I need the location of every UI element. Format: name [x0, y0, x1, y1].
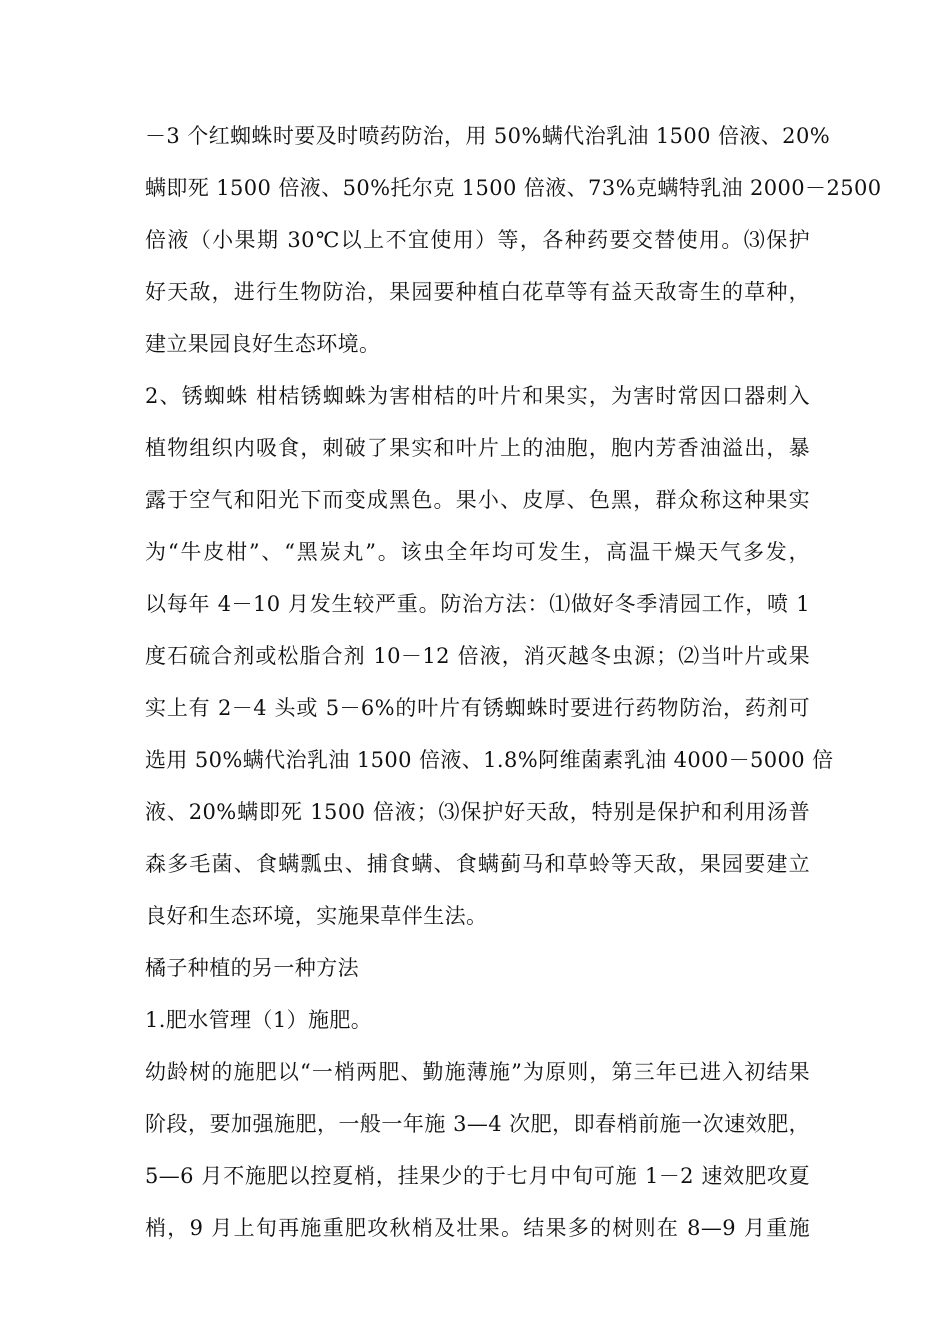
text-line: 建立果园良好生态环境。: [145, 332, 381, 356]
text-line: 露于空气和阳光下而变成黑色。果小、皮厚、色黑，群众称这种果实: [145, 488, 810, 512]
text-line: 梢，9 月上旬再施重肥攻秋梢及壮果。结果多的树则在 8—9 月重施: [145, 1216, 810, 1240]
text-line: 为“牛皮柑”、“黑炭丸”。该虫全年均可发生，高温干燥天气多发，: [145, 540, 810, 564]
text-line: 以每年 4－10 月发生较严重。防治方法：⑴做好冬季清园工作，喷 1: [145, 592, 810, 616]
text-line: 好天敌，进行生物防治，果园要种植白花草等有益天敌寄生的草种，: [145, 280, 810, 304]
text-line: 选用 50%螨代治乳油 1500 倍液、1.8%阿维菌素乳油 4000－5000 倍: [145, 748, 834, 772]
text-line: 液、20%螨即死 1500 倍液；⑶保护好天敌，特别是保护和利用汤普: [145, 800, 810, 824]
text-line: 森多毛菌、食螨瓢虫、捕食螨、食螨蓟马和草蛉等天敌，果园要建立: [145, 852, 810, 876]
text-line: 阶段，要加强施肥，一般一年施 3—4 次肥，即春梢前施一次速效肥，: [145, 1112, 810, 1136]
text-line: 实上有 2－4 头或 5－6%的叶片有锈蜘蛛时要进行药物防治，药剂可: [145, 696, 810, 720]
subsection-heading: 1.肥水管理（1）施肥。: [145, 1008, 373, 1032]
text-line: 幼龄树的施肥以“一梢两肥、勤施薄施”为原则，第三年已进入初结果: [145, 1060, 810, 1084]
text-line: －3 个红蜘蛛时要及时喷药防治，用 50%螨代治乳油 1500 倍液、20%: [145, 124, 831, 148]
text-line: 度石硫合剂或松脂合剂 10－12 倍液，消灭越冬虫源；⑵当叶片或果: [145, 644, 810, 668]
section-heading: 橘子种植的另一种方法: [145, 956, 359, 980]
text-line: 5—6 月不施肥以控夏梢，挂果少的于七月中旬可施 1－2 速效肥攻夏: [145, 1164, 810, 1188]
text-line: 倍液（小果期 30℃以上不宜使用）等，各种药要交替使用。⑶保护: [145, 228, 810, 252]
text-line: 2、锈蜘蛛 柑桔锈蜘蛛为害柑桔的叶片和果实，为害时常因口器刺入: [145, 384, 810, 408]
text-line: 螨即死 1500 倍液、50%托尔克 1500 倍液、73%克螨特乳油 2000－2500: [145, 176, 882, 200]
text-line: 良好和生态环境，实施果草伴生法。: [145, 904, 488, 928]
text-line: 植物组织内吸食，刺破了果实和叶片上的油胞，胞内芳香油溢出，暴: [145, 436, 810, 460]
